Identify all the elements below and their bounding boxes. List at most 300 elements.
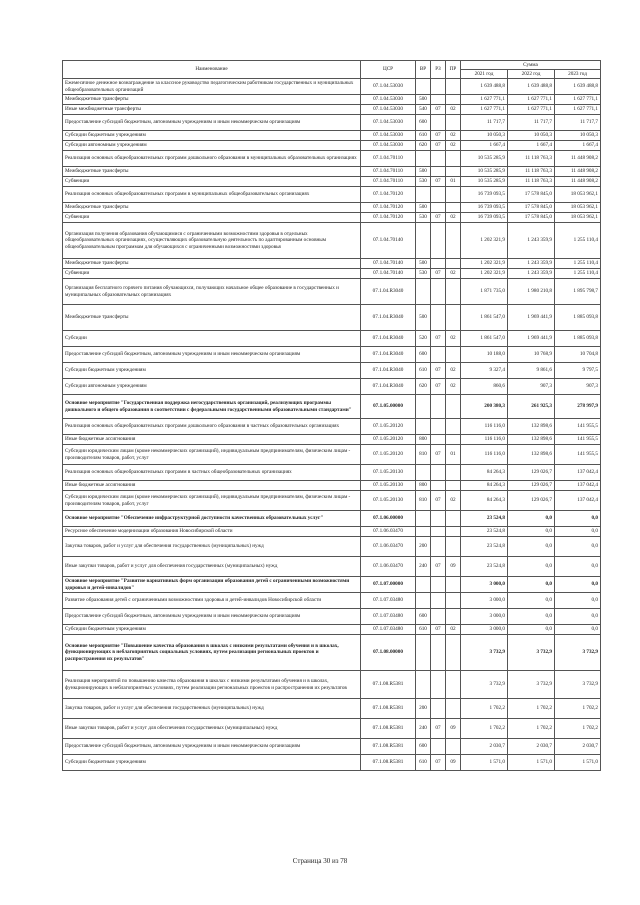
row-name: Иные закупки товаров, работ и услуг для обеспечения государственных (муниципальных) нужд: [63, 557, 361, 577]
row-value-2022: 1 627 771,1: [508, 105, 555, 115]
row-value-2023: 0,0: [555, 577, 601, 593]
budget-table-container: [62, 60, 600, 771]
row-value-2022: 17 578 845,0: [508, 203, 555, 213]
row-rz: [431, 79, 446, 95]
row-value-2023: 0,0: [555, 625, 601, 635]
row-rz: 07: [431, 445, 446, 465]
row-value-2021: 1 871 735,0: [461, 279, 508, 305]
row-pr: [446, 593, 461, 609]
table-row: [63, 95, 601, 105]
row-rz: [431, 167, 446, 177]
row-value-2022: 11 118 763,3: [508, 177, 555, 187]
row-value-2021: 1 571,0: [461, 755, 508, 771]
row-value-2022: 0,0: [508, 527, 555, 537]
row-value-2021: 84 264,3: [461, 465, 508, 481]
row-pr: [446, 151, 461, 167]
row-value-2021: 1 702,2: [461, 719, 508, 739]
row-value-2021: 1 861 547,0: [461, 331, 508, 347]
row-value-2022: 129 026,7: [508, 491, 555, 511]
row-value-2023: 9 797,5: [555, 363, 601, 379]
row-value-2022: 129 026,7: [508, 481, 555, 491]
row-value-2022: 2 030,7: [508, 739, 555, 755]
row-value-2021: 1 861 547,0: [461, 305, 508, 331]
row-csr: 07.1.08.R5381: [361, 719, 416, 739]
row-name: Организация получения образования обучающимися с ограниченными возможностями здоровья в отдельных общеобразовательных организациях, осуществляющих образовательную деятельность по адаптированным основным общеобразовательным программам для обучающихся с ограниченными возможностями здоровья: [63, 223, 361, 259]
row-csr: 07.1.07.03480: [361, 593, 416, 609]
row-pr: 02: [446, 269, 461, 279]
row-vr: 810: [416, 491, 431, 511]
row-vr: 540: [416, 105, 431, 115]
row-vr: [416, 223, 431, 259]
row-rz: 07: [431, 491, 446, 511]
row-vr: 600: [416, 739, 431, 755]
table-row: [63, 187, 601, 203]
row-value-2023: 1 885 093,8: [555, 331, 601, 347]
row-csr: 07.1.04.R3040: [361, 305, 416, 331]
row-csr: 07.1.05.20120: [361, 419, 416, 435]
row-csr: 07.1.04.70140: [361, 269, 416, 279]
row-value-2023: 18 053 962,1: [555, 203, 601, 213]
row-name: Субсидии юридическим лицам (кроме некоммерческих организаций), индивидуальным предпринимателям, физическим лицам - производителям товаров, работ, услуг: [63, 491, 361, 511]
row-value-2021: 84 264,3: [461, 481, 508, 491]
row-rz: 07: [431, 269, 446, 279]
row-vr: 500: [416, 259, 431, 269]
row-vr: [416, 419, 431, 435]
row-name: Субсидии: [63, 331, 361, 347]
row-rz: 07: [431, 625, 446, 635]
table-row: [63, 213, 601, 223]
row-rz: 07: [431, 363, 446, 379]
row-value-2022: 10 050,3: [508, 131, 555, 141]
table-body: [63, 79, 601, 771]
row-rz: 07: [431, 331, 446, 347]
table-row: [63, 537, 601, 557]
row-pr: 02: [446, 105, 461, 115]
row-name: Предоставление субсидий бюджетным, автономным учреждениям и иным некоммерческим организациям: [63, 609, 361, 625]
row-value-2021: 10 535 285,9: [461, 177, 508, 187]
table-row: [63, 279, 601, 305]
row-value-2022: 1 571,0: [508, 755, 555, 771]
row-value-2023: 1 627 771,1: [555, 105, 601, 115]
row-value-2023: 3 732,9: [555, 635, 601, 671]
row-name: Субсидии автономным учреждениям: [63, 141, 361, 151]
table-row: [63, 141, 601, 151]
table-row: [63, 347, 601, 363]
row-vr: [416, 151, 431, 167]
table-row: [63, 465, 601, 481]
row-value-2023: 2 030,7: [555, 739, 601, 755]
row-value-2022: 17 578 845,0: [508, 187, 555, 203]
row-value-2021: 84 264,3: [461, 491, 508, 511]
header-sum: Сумма: [461, 61, 601, 70]
row-vr: 620: [416, 379, 431, 395]
row-vr: [416, 465, 431, 481]
row-value-2021: 10 535 285,9: [461, 167, 508, 177]
table-row: [63, 625, 601, 635]
row-vr: 610: [416, 363, 431, 379]
table-row: [63, 115, 601, 131]
row-value-2021: 1 702,2: [461, 699, 508, 719]
table-row: [63, 395, 601, 419]
row-value-2022: 132 898,6: [508, 435, 555, 445]
header-year-2023: 2023 год: [555, 70, 601, 79]
row-vr: 500: [416, 95, 431, 105]
row-value-2023: 1 885 093,8: [555, 305, 601, 331]
header-year-2022: 2022 год: [508, 70, 555, 79]
row-csr: 07.1.08.R5381: [361, 671, 416, 699]
row-pr: 02: [446, 331, 461, 347]
row-value-2023: 18 053 962,1: [555, 187, 601, 203]
row-value-2023: 0,0: [555, 609, 601, 625]
row-value-2023: 11 448 908,2: [555, 151, 601, 167]
table-row: [63, 105, 601, 115]
row-value-2021: 3 000,0: [461, 577, 508, 593]
row-value-2023: 1 702,2: [555, 699, 601, 719]
row-name: Субсидии бюджетным учреждениям: [63, 755, 361, 771]
table-row: [63, 671, 601, 699]
table-row: [63, 481, 601, 491]
row-value-2021: 116 116,0: [461, 435, 508, 445]
row-pr: 02: [446, 625, 461, 635]
row-vr: 620: [416, 141, 431, 151]
row-pr: 01: [446, 445, 461, 465]
row-rz: [431, 419, 446, 435]
row-rz: [431, 739, 446, 755]
row-rz: [431, 305, 446, 331]
row-value-2021: 1 202 321,9: [461, 223, 508, 259]
row-value-2021: 1 627 771,1: [461, 105, 508, 115]
row-value-2022: 1 243 359,9: [508, 259, 555, 269]
row-vr: [416, 395, 431, 419]
row-rz: [431, 435, 446, 445]
row-value-2022: 0,0: [508, 625, 555, 635]
row-value-2021: 1 667,4: [461, 141, 508, 151]
row-value-2021: 23 524,8: [461, 511, 508, 527]
row-value-2022: 0,0: [508, 577, 555, 593]
row-value-2023: 0,0: [555, 537, 601, 557]
row-value-2021: 16 739 093,5: [461, 187, 508, 203]
row-pr: [446, 419, 461, 435]
row-csr: 07.1.04.53030: [361, 95, 416, 105]
row-pr: [446, 187, 461, 203]
row-rz: 07: [431, 379, 446, 395]
row-value-2022: 1 639 488,8: [508, 79, 555, 95]
row-name: Иные бюджетные ассигнования: [63, 435, 361, 445]
row-value-2021: 23 524,8: [461, 527, 508, 537]
row-pr: 09: [446, 755, 461, 771]
table-row: [63, 305, 601, 331]
row-rz: 07: [431, 755, 446, 771]
row-rz: [431, 395, 446, 419]
row-csr: 07.1.04.70140: [361, 259, 416, 269]
row-value-2021: 1 202 321,9: [461, 269, 508, 279]
row-vr: 500: [416, 167, 431, 177]
row-value-2023: 278 997,9: [555, 395, 601, 419]
row-value-2021: 3 732,9: [461, 635, 508, 671]
row-rz: 07: [431, 557, 446, 577]
row-value-2023: 3 732,9: [555, 671, 601, 699]
row-value-2021: 23 524,8: [461, 557, 508, 577]
row-value-2021: 3 000,0: [461, 593, 508, 609]
row-value-2023: 0,0: [555, 511, 601, 527]
row-value-2023: 141 955,5: [555, 419, 601, 435]
table-row: [63, 79, 601, 95]
row-value-2022: 3 732,9: [508, 671, 555, 699]
row-vr: [416, 635, 431, 671]
row-vr: 610: [416, 131, 431, 141]
row-value-2021: 10 050,3: [461, 131, 508, 141]
row-value-2021: 1 202 321,9: [461, 259, 508, 269]
row-csr: 07.1.04.70110: [361, 151, 416, 167]
row-value-2021: 1 627 771,1: [461, 95, 508, 105]
row-value-2023: 1 255 110,4: [555, 269, 601, 279]
row-rz: [431, 115, 446, 131]
row-pr: [446, 527, 461, 537]
row-csr: 07.1.04.70120: [361, 187, 416, 203]
row-value-2021: 16 739 093,5: [461, 203, 508, 213]
row-pr: [446, 167, 461, 177]
row-value-2022: 1 969 441,9: [508, 305, 555, 331]
row-pr: [446, 577, 461, 593]
table-row: [63, 223, 601, 259]
row-csr: 07.1.05.20130: [361, 465, 416, 481]
row-pr: [446, 115, 461, 131]
row-rz: [431, 95, 446, 105]
row-csr: 07.1.04.70110: [361, 167, 416, 177]
row-rz: 07: [431, 213, 446, 223]
row-value-2023: 11 448 908,2: [555, 167, 601, 177]
row-value-2022: 10 768,9: [508, 347, 555, 363]
row-name: Основное мероприятие "Развитие вариативных форм организации образования детей с ограниченными возможностями здоровья и детей-инвалидов": [63, 577, 361, 593]
row-value-2021: 10 188,0: [461, 347, 508, 363]
row-value-2023: 137 042,4: [555, 481, 601, 491]
row-name: Межбюджетные трансферты: [63, 203, 361, 213]
row-pr: [446, 305, 461, 331]
table-row: [63, 527, 601, 537]
row-value-2023: 11 448 908,2: [555, 177, 601, 187]
row-rz: [431, 593, 446, 609]
row-rz: [431, 671, 446, 699]
row-rz: 07: [431, 719, 446, 739]
row-value-2023: 1 702,2: [555, 719, 601, 739]
row-rz: [431, 151, 446, 167]
row-value-2021: 9 327,4: [461, 363, 508, 379]
row-name: Межбюджетные трансферты: [63, 167, 361, 177]
table-row: [63, 331, 601, 347]
table-row: [63, 203, 601, 213]
row-csr: 07.1.05.20120: [361, 435, 416, 445]
row-vr: 500: [416, 305, 431, 331]
row-value-2023: 907,3: [555, 379, 601, 395]
row-name: Основное мероприятие "Обеспечение инфраструктурной доступности качественных образовательных услуг": [63, 511, 361, 527]
row-rz: [431, 347, 446, 363]
row-name: Субсидии юридическим лицам (кроме некоммерческих организаций), индивидуальным предпринимателям, физическим лицам - производителям товаров, работ, услуг: [63, 445, 361, 465]
row-name: Иные межбюджетные трансферты: [63, 105, 361, 115]
row-value-2022: 1 243 359,9: [508, 223, 555, 259]
row-value-2021: 11 717,7: [461, 115, 508, 131]
row-value-2022: 0,0: [508, 557, 555, 577]
row-rz: [431, 635, 446, 671]
row-value-2023: 0,0: [555, 557, 601, 577]
row-csr: 07.1.04.53030: [361, 141, 416, 151]
row-csr: 07.1.05.20130: [361, 491, 416, 511]
table-row: [63, 435, 601, 445]
row-csr: 07.1.04.R3040: [361, 347, 416, 363]
row-csr: 07.1.04.53030: [361, 79, 416, 95]
row-value-2022: 11 118 763,3: [508, 151, 555, 167]
table-row: [63, 557, 601, 577]
row-value-2021: 116 116,0: [461, 445, 508, 465]
row-value-2022: 129 026,7: [508, 465, 555, 481]
row-vr: 600: [416, 609, 431, 625]
row-pr: [446, 699, 461, 719]
row-name: Организация бесплатного горячего питания обучающихся, получающих начальное общее образование в государственных и муниципальных образовательных организациях: [63, 279, 361, 305]
row-rz: 07: [431, 131, 446, 141]
row-value-2023: 0,0: [555, 527, 601, 537]
row-vr: 530: [416, 177, 431, 187]
row-rz: [431, 699, 446, 719]
row-pr: [446, 259, 461, 269]
row-rz: [431, 223, 446, 259]
row-vr: [416, 671, 431, 699]
row-name: Основное мероприятие "Повышение качества образования в школах с низкими результатами обучения и в школах, функционирующих в неблагоприятных социальных условиях, путем реализации региональных проектов и распространения их результатов": [63, 635, 361, 671]
row-csr: 07.1.04.70140: [361, 223, 416, 259]
row-pr: 02: [446, 379, 461, 395]
row-vr: 200: [416, 537, 431, 557]
row-value-2022: 0,0: [508, 609, 555, 625]
row-name: Субвенции: [63, 269, 361, 279]
row-value-2023: 1 667,4: [555, 141, 601, 151]
row-value-2021: 3 000,0: [461, 609, 508, 625]
row-pr: [446, 79, 461, 95]
row-vr: 800: [416, 481, 431, 491]
row-name: Реализация мероприятий по повышению качества образования в школах с низкими результатами обучения и в школах, функционирующих в неблагоприятных условиях, путем реализации региональных проектов и распространения их результатов: [63, 671, 361, 699]
row-name: Субсидии бюджетным учреждениям: [63, 625, 361, 635]
row-rz: [431, 537, 446, 557]
table-row: [63, 131, 601, 141]
row-name: Межбюджетные трансферты: [63, 95, 361, 105]
row-value-2023: 137 042,4: [555, 491, 601, 511]
row-rz: [431, 527, 446, 537]
header-pr: ПР: [446, 61, 461, 79]
row-vr: 610: [416, 625, 431, 635]
row-rz: [431, 511, 446, 527]
row-pr: 02: [446, 131, 461, 141]
row-value-2021: 1 639 488,8: [461, 79, 508, 95]
row-name: Ресурсное обеспечение модернизации образования Новосибирской области: [63, 527, 361, 537]
row-value-2023: 10 704,8: [555, 347, 601, 363]
table-row: [63, 259, 601, 269]
row-value-2022: 1 243 359,9: [508, 269, 555, 279]
row-vr: [416, 577, 431, 593]
row-csr: 07.1.04.70120: [361, 213, 416, 223]
row-value-2023: 141 955,5: [555, 435, 601, 445]
row-vr: 530: [416, 213, 431, 223]
row-value-2022: 132 898,6: [508, 419, 555, 435]
row-pr: 09: [446, 557, 461, 577]
row-csr: 07.1.05.20120: [361, 445, 416, 465]
row-value-2022: 0,0: [508, 537, 555, 557]
row-csr: 07.1.04.70120: [361, 203, 416, 213]
row-value-2022: 1 667,4: [508, 141, 555, 151]
row-csr: 07.1.06.03470: [361, 527, 416, 537]
row-csr: 07.1.08.R5381: [361, 739, 416, 755]
row-value-2023: 1 255 110,4: [555, 259, 601, 269]
row-pr: [446, 635, 461, 671]
row-value-2021: 2 030,7: [461, 739, 508, 755]
row-value-2023: 1 571,0: [555, 755, 601, 771]
row-vr: 240: [416, 719, 431, 739]
row-vr: 600: [416, 115, 431, 131]
row-pr: [446, 223, 461, 259]
row-csr: 07.1.08.00000: [361, 635, 416, 671]
row-rz: [431, 481, 446, 491]
table-row: [63, 593, 601, 609]
table-row: [63, 635, 601, 671]
row-csr: 07.1.07.03480: [361, 625, 416, 635]
row-rz: 07: [431, 141, 446, 151]
row-value-2023: 1 639 488,8: [555, 79, 601, 95]
header-name: Наименование: [63, 61, 361, 79]
table-row: [63, 419, 601, 435]
table-row: [63, 491, 601, 511]
row-csr: 07.1.06.03470: [361, 557, 416, 577]
row-pr: [446, 465, 461, 481]
row-pr: [446, 739, 461, 755]
row-rz: [431, 203, 446, 213]
row-csr: 07.1.05.20130: [361, 481, 416, 491]
row-value-2021: 23 524,8: [461, 537, 508, 557]
table-row: [63, 177, 601, 187]
row-pr: [446, 203, 461, 213]
row-pr: [446, 279, 461, 305]
table-row: [63, 739, 601, 755]
row-name: Предоставление субсидий бюджетным, автономным учреждениям и иным некоммерческим организациям: [63, 115, 361, 131]
table-row: [63, 609, 601, 625]
row-vr: 610: [416, 755, 431, 771]
row-name: Межбюджетные трансферты: [63, 305, 361, 331]
header-csr: ЦСР: [361, 61, 416, 79]
row-csr: 07.1.06.03470: [361, 537, 416, 557]
table-row: [63, 379, 601, 395]
row-value-2022: 17 578 845,0: [508, 213, 555, 223]
table-row: [63, 719, 601, 739]
table-row: [63, 755, 601, 771]
row-vr: [416, 79, 431, 95]
row-name: Реализация основных общеобразовательных программ дошкольного образования в частных образовательных организациях: [63, 419, 361, 435]
header-rz: РЗ: [431, 61, 446, 79]
row-rz: 07: [431, 105, 446, 115]
row-value-2021: 3 732,9: [461, 671, 508, 699]
row-pr: [446, 511, 461, 527]
row-pr: 02: [446, 491, 461, 511]
row-name: Субсидии автономным учреждениям: [63, 379, 361, 395]
row-csr: 07.1.05.00000: [361, 395, 416, 419]
row-value-2023: 1 627 771,1: [555, 95, 601, 105]
row-name: Иные закупки товаров, работ и услуг для обеспечения государственных (муниципальных) нужд: [63, 719, 361, 739]
row-value-2022: 1 980 210,8: [508, 279, 555, 305]
page-number: Страница 30 из 78: [292, 857, 348, 865]
row-name: Основное мероприятие "Государственная поддержка негосударственных организаций, реализующих программы дошкольного и общего образования в соответствии с федеральными государственными образовательными стандартами": [63, 395, 361, 419]
row-vr: 240: [416, 557, 431, 577]
row-value-2021: 10 535 285,9: [461, 151, 508, 167]
row-rz: [431, 279, 446, 305]
row-vr: 500: [416, 203, 431, 213]
row-pr: [446, 347, 461, 363]
row-csr: 07.1.04.70110: [361, 177, 416, 187]
row-rz: 07: [431, 177, 446, 187]
row-csr: 07.1.04.R3040: [361, 363, 416, 379]
